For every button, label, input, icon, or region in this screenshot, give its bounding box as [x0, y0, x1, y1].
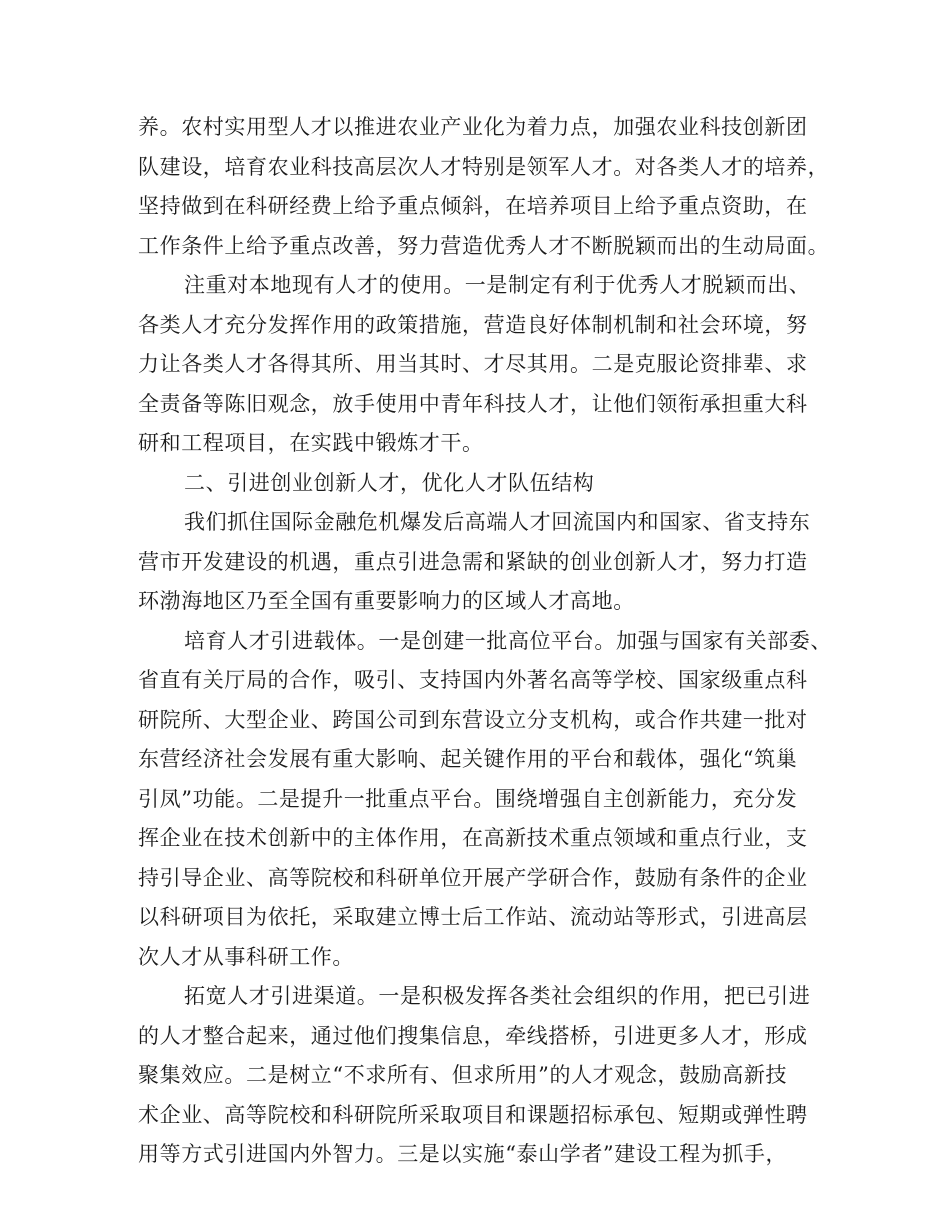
- text-line: 队建设，培育农业科技高层次人才特别是领军人才。对各类人才的培养，: [138, 154, 830, 179]
- text-line: 养。农村实用型人才以推进农业产业化为着力点，加强农业科技创新团: [138, 115, 808, 139]
- text-line: 研院所、大型企业、跨国公司到东营设立分支机构，或合作共建一批对: [138, 707, 808, 732]
- text-line: 坚持做到在科研经费上给予重点倾斜，在培养项目上给予重点资助，在: [138, 194, 808, 218]
- text-line: 我们抓住国际金融危机爆发后高端人才回流国内和国家、省支持东: [184, 510, 811, 534]
- text-line: 力让各类人才各得其所、用当其时、才尽其用。二是克服论资排辈、求: [138, 352, 808, 376]
- text-line: 营市开发建设的机遇，重点引进急需和紧缺的创业创新人才，努力打造: [138, 549, 808, 574]
- text-line: 持引导企业、高等院校和科研单位开展产学研合作，鼓励有条件的企业: [138, 865, 808, 890]
- text-line: 环渤海地区乃至全国有重要影响力的区域人才高地。: [138, 589, 635, 613]
- text-line: 注重对本地现有人才的使用。一是制定有利于优秀人才脱颖而出、: [184, 273, 811, 297]
- text-line: 聚集效应。二是树立“不求所有、但求所用”的人才观念，鼓励高新技: [138, 1063, 788, 1087]
- text-line: 次人才从事科研工作。: [138, 944, 354, 969]
- text-line: 引凤”功能。二是提升一批重点平台。围绕增强自主创新能力，充分发: [138, 786, 798, 811]
- document-body: [138, 108, 832, 1175]
- text-line: 省直有关厅局的合作，吸引、支持国内外著名高等学校、国家级重点科: [138, 668, 808, 692]
- text-line: 工作条件上给予重点改善，努力营造优秀人才不断脱颖而出的生动局面。: [138, 233, 830, 258]
- text-line: 全责备等陈旧观念，放手使用中青年科技人才，让他们领衔承担重大科: [138, 391, 808, 416]
- text-line: 各类人才充分发挥作用的政策措施，营造良好体制机制和社会环境，努: [138, 312, 808, 337]
- text-line: 拓宽人才引进渠道。一是积极发挥各类社会组织的作用，把已引进: [184, 984, 811, 1008]
- text-line: 二、引进创业创新人才，优化人才队伍结构: [184, 470, 595, 495]
- text-line: 挥企业在技术创新中的主体作用，在高新技术重点领域和重点行业，支: [138, 826, 808, 850]
- text-line: 东营经济社会发展有重大影响、起关键作用的平台和载体，强化“筑巢: [138, 747, 798, 771]
- text-line: 研和工程项目，在实践中锻炼才干。: [138, 431, 484, 455]
- text-line: 的人才整合起来，通过他们搜集信息，牵线搭桥，引进更多人才，形成: [138, 1023, 808, 1048]
- text-line: 用等方式引进国内外智力。三是以实施“泰山学者”建设工程为抓手，: [138, 1142, 788, 1166]
- text-line: 培育人才引进载体。一是创建一批高位平台。加强与国家有关部委、: [184, 628, 832, 653]
- text-line: 以科研项目为依托，采取建立博士后工作站、流动站等形式，引进高层: [138, 905, 808, 929]
- text-line: 术企业、高等院校和科研院所采取项目和课题招标承包、短期或弹性聘: [138, 1102, 808, 1127]
